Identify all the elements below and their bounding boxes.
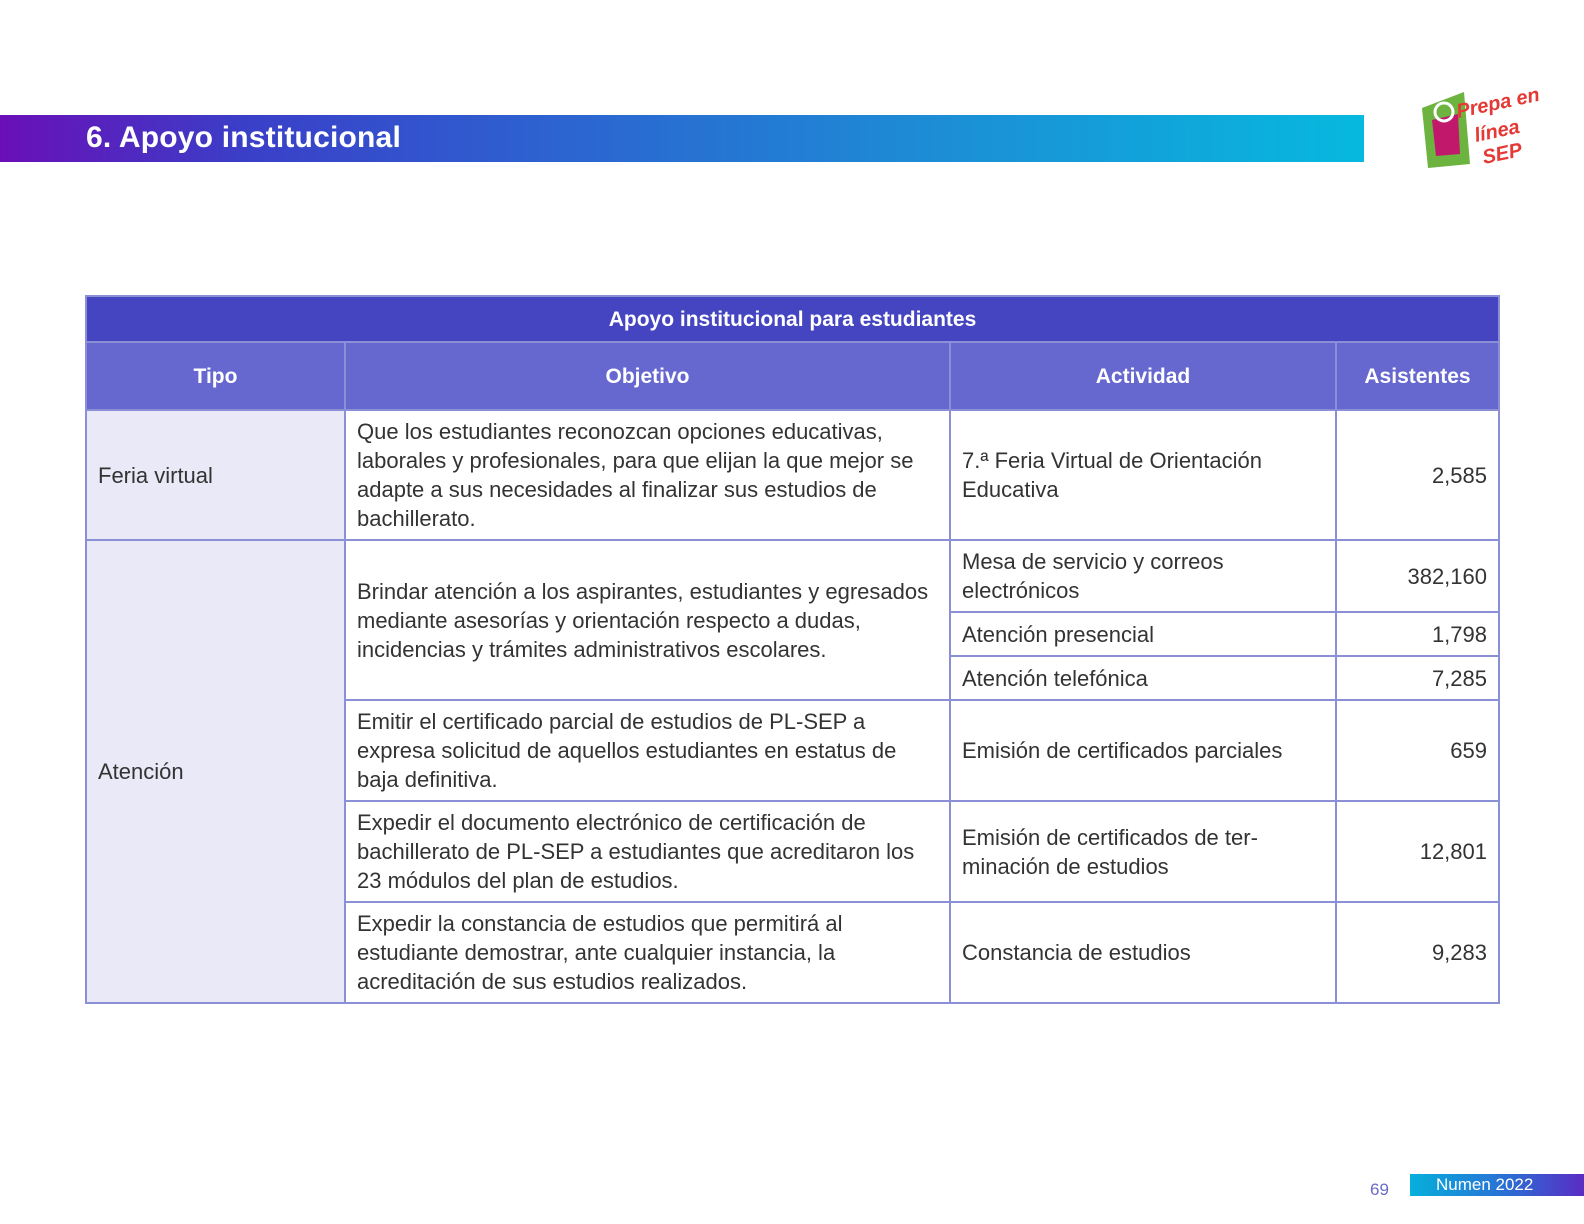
table-row (86, 540, 1499, 612)
cell-asistentes: 659 (1336, 700, 1499, 801)
table-caption: Apoyo institucional para estudiantes (86, 296, 1499, 342)
column-header-asistentes: Asistentes (1336, 342, 1499, 410)
cell-tipo: Atención (86, 540, 345, 1003)
column-header-objetivo: Objetivo (345, 342, 950, 410)
cell-actividad: Constancia de estudios (950, 902, 1336, 1003)
table-row (86, 410, 1499, 540)
cell-actividad: Emisión de certificados de ter-minación de estudios (950, 801, 1336, 902)
support-table (85, 295, 1500, 1004)
cell-objetivo: Emitir el certificado parcial de estudios de PL-SEP a expresa solicitud de aquellos estudiantes en estatus de baja definitiva. (345, 700, 950, 801)
prepa-en-linea-sep-logo (1418, 83, 1542, 172)
cell-actividad: Atención presencial (950, 612, 1336, 656)
column-header-tipo: Tipo (86, 342, 345, 410)
column-header-actividad: Actividad (950, 342, 1336, 410)
cell-asistentes: 1,798 (1336, 612, 1499, 656)
cell-objetivo: Brindar atención a los aspirantes, estudiantes y egresados mediante asesorías y orientación respecto a dudas, incidencias y trámites administrativos escolares. (345, 540, 950, 700)
cell-objetivo: Que los estudiantes reconozcan opciones educativas, laborales y profesionales, para que elijan la que mejor se adapte a sus necesidades al finalizar sus estudios de bachillerato. (345, 410, 950, 540)
cell-asistentes: 12,801 (1336, 801, 1499, 902)
svg-text:línea: línea (1472, 115, 1522, 147)
cell-asistentes: 9,283 (1336, 902, 1499, 1003)
publication-label: Numen 2022 (1436, 1175, 1534, 1194)
cell-asistentes: 7,285 (1336, 656, 1499, 700)
cell-objetivo: Expedir el documento electrónico de certificación de bachillerato de PL-SEP a estudiantes que acreditaron los 23 módulos del plan de estudios. (345, 801, 950, 902)
svg-text:SEP: SEP (1480, 139, 1525, 169)
page-title: 6. Apoyo institucional (86, 121, 401, 154)
cell-objetivo: Expedir la constancia de estudios que permitirá al estudiante demostrar, ante cualquier instancia, la acreditación de sus estudios realizados. (345, 902, 950, 1003)
cell-tipo: Feria virtual (86, 410, 345, 540)
cell-actividad: 7.ª Feria Virtual de Orientación Educativa (950, 410, 1336, 540)
page-number: 69 (1370, 1180, 1389, 1199)
cell-asistentes: 382,160 (1336, 540, 1499, 612)
svg-text:Prepa en: Prepa en (1454, 83, 1542, 123)
cell-actividad: Atención telefónica (950, 656, 1336, 700)
cell-asistentes: 2,585 (1336, 410, 1499, 540)
cell-actividad: Emisión de certificados parciales (950, 700, 1336, 801)
cell-actividad: Mesa de servicio y correos electrónicos (950, 540, 1336, 612)
